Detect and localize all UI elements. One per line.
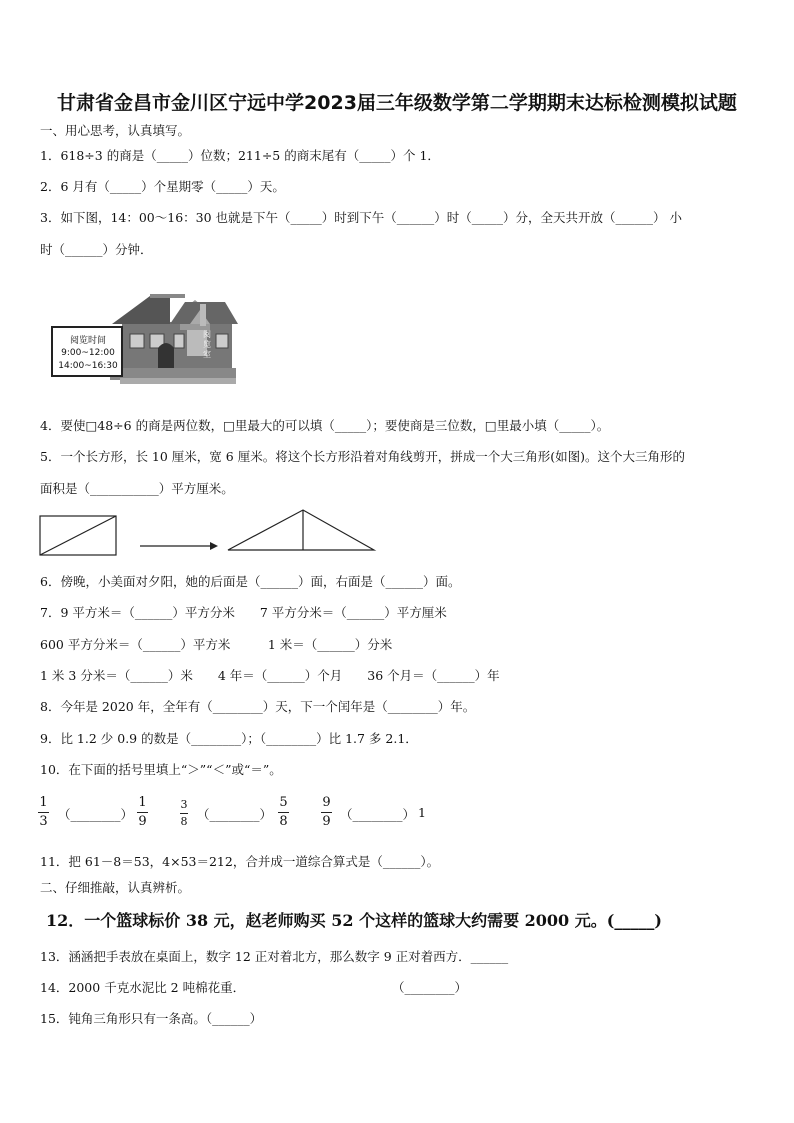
denominator: 8 [180,815,188,828]
fraction-1-3 [38,796,49,829]
question-3-line-1: 3．如下图，14：00～16：30 也就是下午（_____）时到下午（______）时（_____）分，全天共开放（______） 小 [40,210,683,225]
compare-value-1: 1 [418,805,426,820]
numerator: 1 [39,795,48,810]
question-8: 8．今年是 2020 年，全年有（________）天，下一个闰年是（________）年。 [40,699,476,714]
numerator: 9 [322,795,331,810]
compare-blank-2[interactable]: （________） [197,807,273,822]
question-6: 6．傍晚，小美面对夕阳，她的后面是（______）面，右面是（______）面。 [40,574,461,589]
question-14-blank[interactable]: （________） [392,980,468,995]
denominator: 9 [138,814,147,829]
question-2: 2．6 月有（_____）个星期零（_____）天。 [40,179,285,194]
question-1: 1．618÷3 的商是（_____）位数；211÷5 的商末尾有（_____）个 1． [40,148,440,163]
fraction-3-8 [180,799,188,828]
question-12: 12．一个篮球标价 38 元，赵老师购买 52 个这样的篮球大约需要 2000 元。(_____) [46,911,662,930]
section-2-heading: 二、仔细推敲，认真辨析。 [40,880,191,895]
section-1-heading: 一、用心思考，认真填写。 [40,123,191,138]
question-7-line-1: 7．9 平方米＝（______）平方分米 7 平方分米＝（______）平方厘米 [40,605,447,620]
question-5-line-1: 5．一个长方形，长 10 厘米，宽 6 厘米。将这个长方形沿着对角线剪开，拼成一个大三角形(如图)。这个大三角形的 [40,449,685,464]
rectangle-triangle-diagram [38,508,378,558]
question-7-line-3: 1 米 3 分米＝（______）米 4 年＝（______）个月 36 个月＝（______）年 [40,668,500,683]
numerator: 1 [138,795,147,810]
numerator: 3 [180,798,188,811]
question-7-line-2: 600 平方分米＝（______）平方米 1 米＝（______）分米 [40,637,393,652]
question-11: 11．把 61－8＝53，4×53＝212，合并成一道综合算式是（______）。 [40,854,440,869]
question-4: 4．要使□48÷6 的商是两位数，□里最大的可以填（_____）；要使商是三位数，□里最小填（_____）。 [40,418,610,433]
sign-line-2: 14:00~16:30 [58,361,118,371]
building-label: 阅览室 [203,330,211,359]
fraction-5-8 [278,796,289,829]
question-9: 9．比 1.2 少 0.9 的数是（________）；（________）比 1.7 多 2.1． [40,731,418,746]
denominator: 9 [322,814,331,829]
page-title: 甘肃省金昌市金川区宁远中学2023届三年级数学第二学期期末达标检测模拟试题 [57,92,737,114]
sign-line-1: 9:00~12:00 [61,348,115,358]
question-10: 10．在下面的括号里填上“＞”“＜”或“＝”。 [40,762,282,777]
question-5-line-2: 面积是（___________）平方厘米。 [40,481,234,496]
denominator: 8 [279,814,288,829]
sign-title: 阅览时间 [69,336,106,346]
compare-blank-1[interactable]: （________） [58,807,134,822]
question-13: 13．涵涵把手表放在桌面上，数字 12 正对着北方，那么数字 9 正对着西方．______ [40,949,509,964]
fraction-9-9 [321,796,332,829]
numerator: 5 [279,795,288,810]
question-14: 14．2000 千克水泥比 2 吨棉花重． [40,980,246,995]
question-15: 15．钝角三角形只有一条高。（______） [40,1011,263,1026]
denominator: 3 [39,814,48,829]
fraction-1-9 [137,796,148,829]
compare-blank-3[interactable]: （________） [340,807,416,822]
question-3-line-2: 时（______）分钟． [40,242,153,257]
